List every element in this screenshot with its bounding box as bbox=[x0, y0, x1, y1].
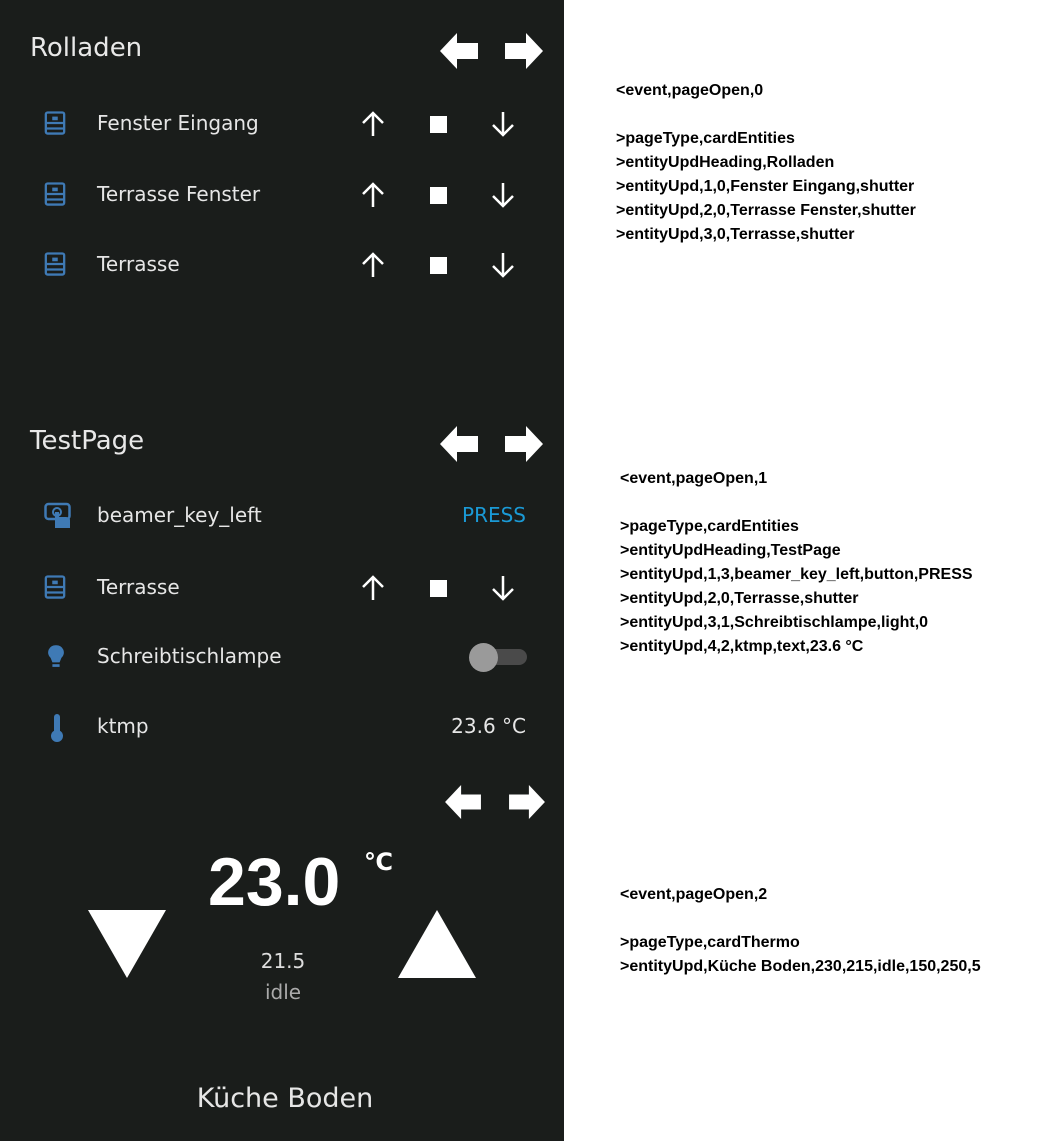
window-shutter-icon bbox=[44, 251, 66, 277]
log-line: <event,pageOpen,2 bbox=[620, 886, 768, 903]
window-shutter-icon bbox=[44, 574, 66, 600]
log-line: >pageType,cardThermo bbox=[620, 934, 800, 951]
shutter-down-button[interactable] bbox=[488, 180, 518, 210]
sensor-value: 23.6 °C bbox=[451, 714, 526, 738]
shutter-entity-icon bbox=[44, 110, 68, 136]
log-line: >entityUpd,1,3,beamer_key_left,button,PRESS bbox=[620, 566, 973, 583]
shutter-entity-icon bbox=[44, 251, 68, 277]
log-line bbox=[620, 491, 973, 515]
current-temperature: 21.5 bbox=[260, 949, 306, 973]
arrow-right-icon[interactable] bbox=[505, 426, 543, 462]
shutter-stop-button[interactable] bbox=[423, 109, 453, 139]
log-line bbox=[616, 103, 916, 127]
thermometer-icon bbox=[50, 713, 64, 743]
shutter-stop-button[interactable] bbox=[423, 180, 453, 210]
entity-label: Terrasse Fenster bbox=[97, 182, 261, 206]
shutter-up-button[interactable] bbox=[358, 109, 388, 139]
entity-label: ktmp bbox=[97, 714, 149, 738]
entity-label: Terrasse bbox=[97, 575, 180, 599]
entity-label: Terrasse bbox=[97, 252, 180, 276]
button-entity-icon bbox=[44, 502, 68, 528]
log-line: >entityUpdHeading,TestPage bbox=[620, 542, 841, 559]
window-shutter-icon bbox=[44, 181, 66, 207]
temperature-up-button[interactable] bbox=[398, 910, 478, 980]
log-block-page2 bbox=[620, 883, 981, 979]
log-line: >entityUpd,4,2,ktmp,text,23.6 °C bbox=[620, 638, 864, 655]
page-title: Rolladen bbox=[30, 33, 143, 63]
lightbulb-icon bbox=[47, 643, 65, 671]
thermo-state: idle bbox=[264, 980, 302, 1004]
log-line: >entityUpdHeading,Rolladen bbox=[616, 154, 835, 171]
log-line: >entityUpd,2,0,Terrasse,shutter bbox=[620, 590, 859, 607]
setpoint-temperature: 23.0 bbox=[208, 844, 341, 920]
arrow-left-icon[interactable] bbox=[445, 785, 481, 819]
shutter-down-button[interactable] bbox=[488, 573, 518, 603]
log-line: >entityUpd,3,0,Terrasse,shutter bbox=[616, 226, 855, 243]
arrow-right-icon[interactable] bbox=[509, 785, 545, 819]
shutter-entity-icon bbox=[44, 574, 68, 600]
shutter-stop-button[interactable] bbox=[423, 573, 453, 603]
log-line: >pageType,cardEntities bbox=[620, 518, 799, 535]
shutter-entity-icon bbox=[44, 181, 68, 207]
entity-label: Fenster Eingang bbox=[97, 111, 259, 135]
window-shutter-icon bbox=[44, 110, 66, 136]
shutter-down-button[interactable] bbox=[488, 250, 518, 280]
arrow-left-icon[interactable] bbox=[440, 33, 478, 69]
shutter-down-button[interactable] bbox=[488, 109, 518, 139]
shutter-up-button[interactable] bbox=[358, 180, 388, 210]
text-entity-icon bbox=[50, 713, 74, 739]
log-line: >entityUpd,3,1,Schreibtischlampe,light,0 bbox=[620, 614, 929, 631]
temperature-down-button[interactable] bbox=[88, 910, 168, 980]
log-line: <event,pageOpen,1 bbox=[620, 470, 768, 487]
shutter-stop-button[interactable] bbox=[423, 250, 453, 280]
entity-label: beamer_key_left bbox=[97, 503, 262, 527]
shutter-up-button[interactable] bbox=[358, 250, 388, 280]
press-button[interactable]: PRESS bbox=[462, 503, 526, 527]
log-line bbox=[620, 907, 981, 931]
light-entity-icon bbox=[47, 643, 71, 669]
log-block-page0 bbox=[616, 79, 916, 247]
arrow-left-icon[interactable] bbox=[440, 426, 478, 462]
gesture-tap-button-icon bbox=[44, 502, 72, 530]
arrow-right-icon[interactable] bbox=[505, 33, 543, 69]
thermostat-name: Küche Boden bbox=[196, 1083, 374, 1114]
page-title: TestPage bbox=[30, 426, 145, 456]
shutter-up-button[interactable] bbox=[358, 573, 388, 603]
light-toggle[interactable] bbox=[469, 643, 527, 671]
entity-label: Schreibtischlampe bbox=[97, 644, 282, 668]
log-line: <event,pageOpen,0 bbox=[616, 82, 764, 99]
log-line: >pageType,cardEntities bbox=[616, 130, 795, 147]
log-line: >entityUpd,2,0,Terrasse Fenster,shutter bbox=[616, 202, 916, 219]
log-block-page1 bbox=[620, 467, 973, 659]
log-line: >entityUpd,1,0,Fenster Eingang,shutter bbox=[616, 178, 915, 195]
log-line: >entityUpd,Küche Boden,230,215,idle,150,250,5 bbox=[620, 958, 981, 975]
temperature-unit: ℃ bbox=[364, 848, 394, 876]
